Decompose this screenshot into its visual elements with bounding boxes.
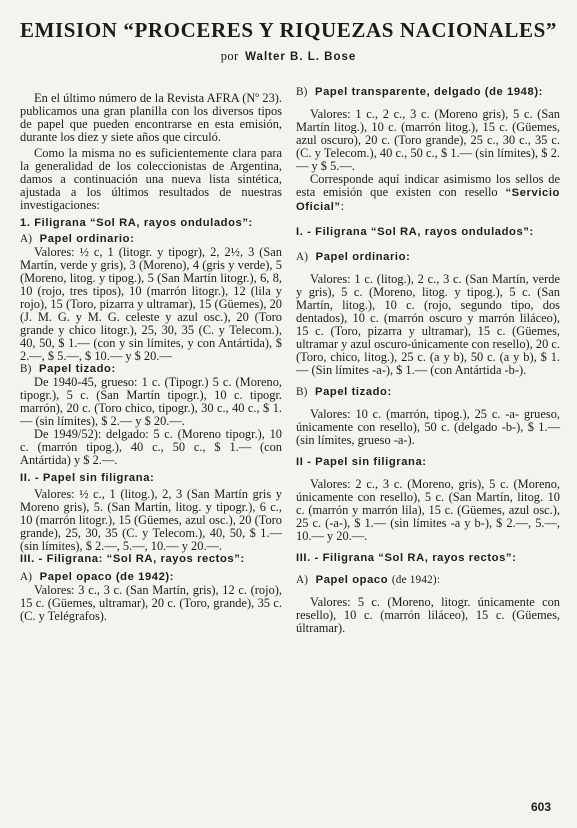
article-title: EMISION “PROCERES Y RIQUEZAS NACIONALES” bbox=[19, 18, 558, 42]
subsection-title: Papel transparente, delgado (de 1948): bbox=[315, 86, 543, 98]
subsection-letter: B) bbox=[20, 363, 32, 375]
oficial-section-heading-1: I. - Filigrana “Sol RA, rayos ondulados”: bbox=[296, 226, 534, 238]
subsection-letter: A) bbox=[296, 574, 309, 586]
resello-paragraph bbox=[296, 173, 560, 214]
subsection-heading-b bbox=[296, 86, 560, 99]
oficial-section-heading-2: II - Papel sin filigrana: bbox=[296, 456, 427, 468]
intro-paragraph-2: Como la misma no es suficientemente clara para la generalidad de los coleccionistas de Argentina, damos a continuación una nueva lista sintética, ajustada a los últimos resultados de nuestras investigaciones: bbox=[20, 146, 282, 212]
values-paragraph-2: Valores: ½ c., 1 (litog.), 2, 3 (San Martín gris y Moreno gris), 5. (San Martín, litog. y tipogr.), 6 c., 10 (marrón litogr.), 15 (Güemes, azul osc.), 20 (Toro grande), 25, 30, 35 (C. y Telecom.), 40, 50, $ 1.— (sin límites), $ 2.—, 5.—, 10.— y 20.—. bbox=[20, 487, 282, 553]
oficial-subsection-heading-1b bbox=[296, 386, 560, 399]
oficial-values-paragraph-2: Valores: 2 c., 3 c. (Moreno, gris), 5 c. (Moreno, únicamente con resello), 5 c. (San Martín, litog. 10 c. (marrón y marrón lila), 15 c. (Güemes, azul osc.), 25 c. (-a-), $ 1.— (sin límites -a y b-), $ 2.—, 5.—, 10.— y 20.—. bbox=[296, 477, 560, 543]
values-paragraph-1a: Valores: ½ c, 1 (litogr. y tipogr), 2, 2½, 3 (San Martín, verde y gris), 3 (Moreno), 4 (gris y verde), 5 (Moreno, litog. y tipog.), 5 (San Martín litogr.), 6, 8, 10 (rojo, tres tipos), 10 (marrón litogr.), 12 (lila y rojo), 15 (Toro, pizarra y ultramar), 15 (Güemes), 20 (J. M. G. y M. G. celeste y azul osc.), 20 (Toro grande y chico litogr.), 25, 30, 35 (C. y Telecom.), 40, 50, $ 1.— (con y sin límites, y con Antártida), $ 2.—, $ 5.—, $ 10.— y $ 20.— bbox=[20, 245, 282, 363]
values-paragraph-b: Valores: 1 c., 2 c., 3 c. (Moreno gris), 5 c. (San Martín litog.), 10 c. (marrón litog.), 15 c. (Güemes, azul oscuro), 20 c. (Toro grande), 25 c., 30 c., 35 c. (C. y Telecom.), 40 c., 50 c., $ 1.— (sin límites), $ 2.— y $ 5.—. bbox=[296, 107, 560, 173]
subsection-title: Papel tizado: bbox=[315, 386, 392, 398]
oficial-subsection-heading-1a bbox=[296, 251, 560, 264]
oficial-values-paragraph-3a: Valores: 5 c. (Moreno, litogr. únicamente con resello), 10 c. (marrón liláceo), 15 c. (Güemes, últramar). bbox=[296, 595, 560, 635]
values-paragraph-3a: Valores: 3 c., 3 c. (San Martín, gris), 12 c. (rojo), 15 c. (Güemes, ultramar), 20 c. (Toro, grande), 35 c. (C. y Telégrafos). bbox=[20, 583, 282, 623]
subsection-letter: B) bbox=[296, 86, 308, 98]
intro-paragraph: En el último número de la Revista AFRA (Nº 23). publicamos una gran planilla con los diversos tipos de papel que pueden encontrarse en esta emisión, durante los diez y siete años que circuló. bbox=[20, 91, 282, 144]
oficial-subsection-heading-3a bbox=[296, 574, 560, 587]
subsection-year: (de 1942): bbox=[391, 574, 441, 586]
page-number: 603 bbox=[531, 800, 552, 814]
resello-end: : bbox=[340, 199, 345, 213]
subsection-title: Papel ordinario: bbox=[315, 251, 411, 263]
left-column bbox=[20, 92, 282, 623]
subsection-letter: A) bbox=[296, 251, 309, 263]
subsection-title: Papel tizado: bbox=[39, 363, 116, 375]
resello-text: Corresponde aquí indicar asimismo los sellos de esta emisión que existen con resello bbox=[296, 172, 560, 199]
author-name: Walter B. L. Bose bbox=[245, 51, 357, 63]
section-heading-1: 1. Filigrana “Sol RA, rayos ondulados”: bbox=[20, 217, 253, 229]
values-paragraph-1b-2: De 1949/52): delgado: 5 c. (Moreno tipogr.), 10 c. (marrón tipog.), 40 c., 50 c., $ 1.— (con Antártida) y $ 2.—. bbox=[20, 427, 282, 467]
subsection-title: Papel opaco (de 1942): bbox=[39, 571, 175, 583]
oficial-values-paragraph-1a: Valores: 1 c. (litog.), 2 c., 3 c. (San Martín, verde y gris), 5 c. (Moreno, litog. y tipog.), 5 c. (San Martín, litog.), 10 c. (rojo, segundo tipo, dos dentados), 10 c. (marrón oscuro y marrón liláceo), 15 c. (Toro, pizarra y ultramar), 15 c. (Güemes, ultramar y azul oscuro-únicamente con resello), 20 c. (Toro, chico, litog.), 25 c. (a y b), 50 c. (a y b), $ 1.— (Sin límites -a-), $ 1.— (con Antártida -b-). bbox=[296, 272, 560, 377]
subsection-title: Papel opaco bbox=[315, 574, 389, 586]
section-heading-2: II. - Papel sin filigrana: bbox=[20, 472, 155, 484]
subsection-letter: B) bbox=[296, 386, 308, 398]
subsection-letter: A) bbox=[20, 233, 33, 245]
resello-name: “Servicio Oficial” bbox=[296, 187, 560, 213]
right-column bbox=[296, 86, 560, 635]
oficial-values-paragraph-1b: Valores: 10 c. (marrón, tipog.), 25 c. -a- grueso, únicamente con resello), 50 c. (delgado -b-), $ 1.— (sin límites, grueso -a-). bbox=[296, 407, 560, 447]
oficial-section-heading-3: III. - Filigrana “Sol RA, rayos rectos”: bbox=[296, 552, 517, 564]
subsection-letter: A) bbox=[20, 571, 33, 583]
section-heading-3: III. - Filigrana: “Sol RA, rayos rectos”: bbox=[20, 553, 245, 565]
subsection-title: Papel ordinario: bbox=[39, 233, 135, 245]
byline bbox=[0, 49, 577, 64]
values-paragraph-1b: De 1940-45, grueso: 1 c. (Tipogr.) 5 c. (Moreno, tipogr.), 5 c. (San Martín tipogr.), 10 c. tipogr. marrón), 20 c. (Toro chico, tipogr.), 30 c., 40 c., $ 1.— (sin límites), $ 2.— y $ 20.—. bbox=[20, 375, 282, 428]
byline-prefix: por bbox=[220, 49, 239, 63]
